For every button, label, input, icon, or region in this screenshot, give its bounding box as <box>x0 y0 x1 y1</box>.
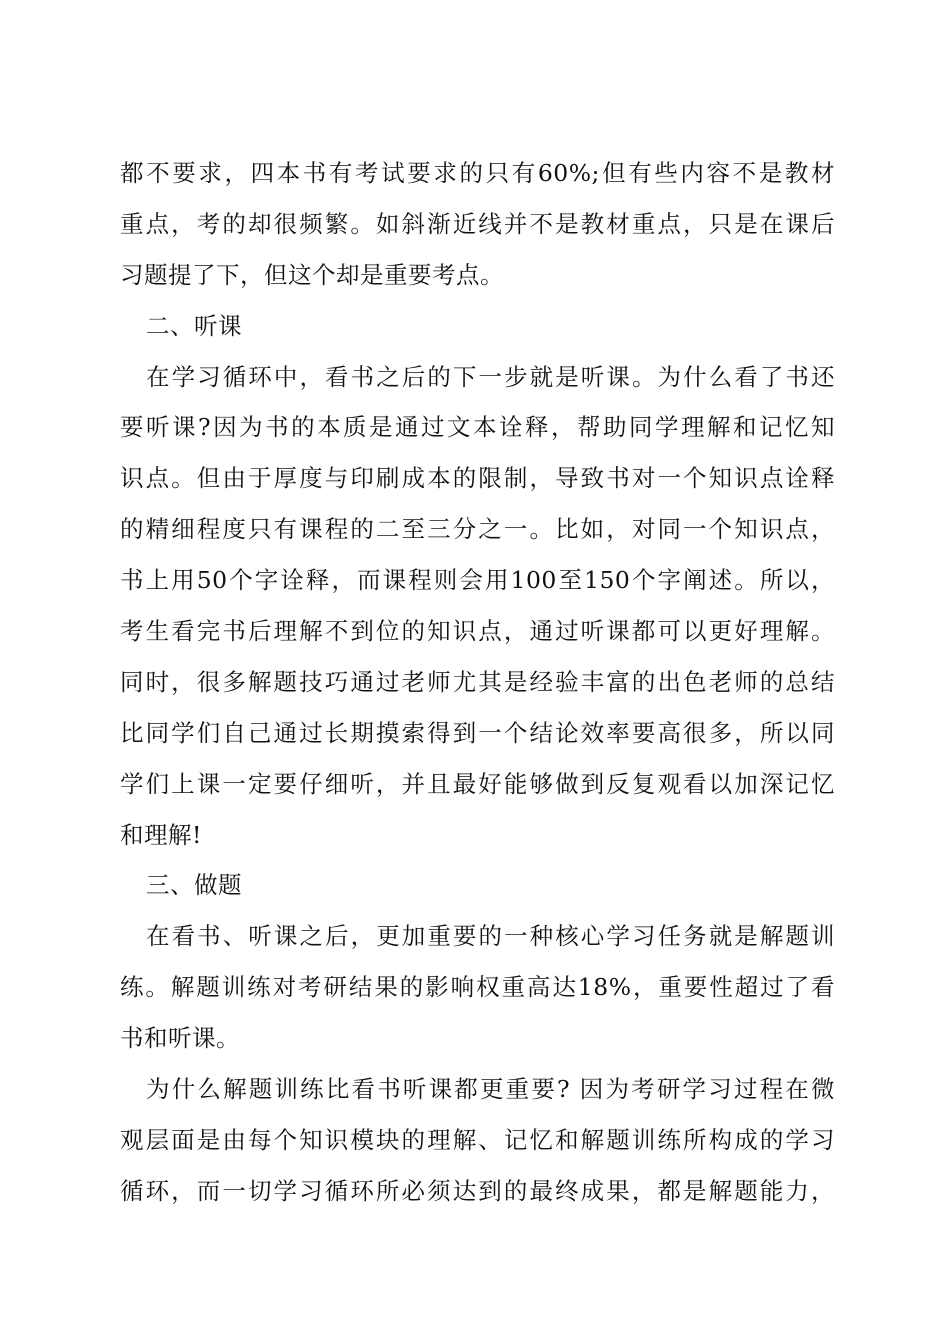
body-line: 比同学们自己通过长期摸索得到一个结论效率要高很多，所以同 <box>120 718 835 747</box>
body-line: 学们上课一定要仔细听，并且最好能够做到反复观看以加深记忆 <box>120 769 835 798</box>
body-line: 习题提了下，但这个却是重要考点。 <box>120 260 504 289</box>
body-line: 观层面是由每个知识模块的理解、记忆和解题训练所构成的学习 <box>120 1125 835 1154</box>
body-line: 在学习循环中，看书之后的下一步就是听课。为什么看了书还 <box>146 362 835 391</box>
body-line: 为什么解题训练比看书听课都更重要? 因为考研学习过程在微 <box>146 1075 835 1104</box>
body-line: 都不要求，四本书有考试要求的只有60%;但有些内容不是教材 <box>120 159 835 187</box>
body-line: 在看书、听课之后，更加重要的一种核心学习任务就是解题训 <box>146 922 835 951</box>
body-line: 同时，很多解题技巧通过老师尤其是经验丰富的出色老师的总结 <box>120 667 835 696</box>
body-line: 和理解! <box>120 820 202 849</box>
body-line: 书和听课。 <box>120 1024 240 1053</box>
body-line: 要听课?因为书的本质是通过文本诠释，帮助同学理解和记忆知 <box>120 413 835 442</box>
section-heading-listening: 二、听课 <box>146 311 242 340</box>
body-line: 的精细程度只有课程的二至三分之一。比如，对同一个知识点， <box>120 515 835 544</box>
body-line: 考生看完书后理解不到位的知识点，通过听课都可以更好理解。 <box>120 617 835 646</box>
body-line: 练。解题训练对考研结果的影响权重高达18%，重要性超过了看 <box>120 973 835 1002</box>
section-heading-exercises: 三、做题 <box>146 871 242 900</box>
body-line: 书上用50个字诠释，而课程则会用100至150个字阐述。所以， <box>120 566 835 595</box>
body-line: 识点。但由于厚度与印刷成本的限制，导致书对一个知识点诠释 <box>120 464 835 493</box>
document-body <box>120 148 835 1217</box>
body-line: 重点，考的却很频繁。如斜渐近线并不是教材重点，只是在课后 <box>120 209 835 238</box>
body-line: 循环，而一切学习循环所必须达到的最终成果，都是解题能力， <box>120 1176 835 1205</box>
